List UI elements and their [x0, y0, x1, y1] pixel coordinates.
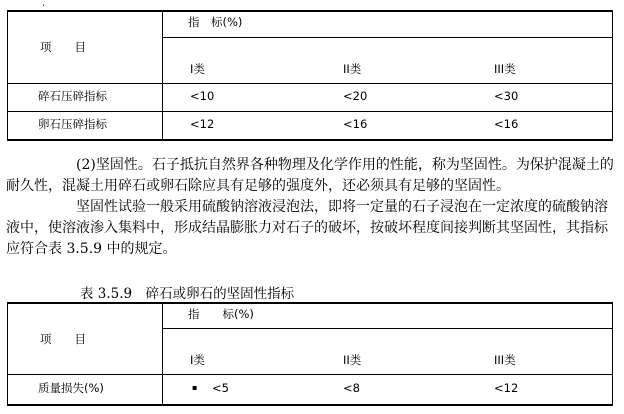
table2-class-iii-header: III类 [494, 353, 516, 367]
table2-cell: <5 [212, 381, 229, 395]
table1-indicator-header: 指 标(%) [188, 15, 243, 29]
table2-cell: <8 [343, 381, 360, 395]
table1-cell: <16 [343, 117, 368, 131]
paragraph-test-method: 坚固性试验一般采用硫酸钠溶液浸泡法，即将一定量的石子浸泡在一定浓度的硫酸钠溶液中，使溶液渗入集料中，形成结晶膨胀力对石子的破坏，按破坏程度间接判断其坚固性，其指标应符合表 3.5.9 中的规定。 [6, 199, 608, 257]
table1-class-i-header: I类 [190, 62, 205, 76]
table1-cell: <20 [343, 89, 368, 103]
table2-cell: <12 [494, 381, 519, 395]
stray-dot: . [42, 0, 46, 9]
table2-caption: 表 3.5.9 碎石或卵石的坚固性指标 [80, 286, 295, 302]
table1-item-header: 项 目 [40, 40, 86, 54]
table2-item-header: 项 目 [40, 332, 86, 346]
body-text [6, 155, 618, 260]
table1-class-iii-header: III类 [494, 62, 516, 76]
table1-row-label: 卵石压碎指标 [38, 117, 107, 131]
table2-indicator-header: 指 标(%) [188, 307, 254, 321]
paragraph-soundness: (2)坚固性。石子抵抗自然界各种物理及化学作用的性能，称为坚固性。为保护混凝土的耐久性，混凝土用碎石或卵石除应具有足够的强度外，还必须具有足够的坚固性。 [6, 157, 614, 194]
table2-bullet: ▪ [192, 383, 198, 392]
table2-class-i-header: I类 [190, 353, 205, 367]
table2-class-ii-header: II类 [343, 353, 362, 367]
table1-cell: <12 [190, 117, 215, 131]
table2-row-label: 质量损失(%) [38, 381, 104, 395]
table1-cell: <30 [494, 89, 519, 103]
table1-cell: <16 [494, 117, 519, 131]
table1-cell: <10 [190, 89, 215, 103]
table1-row-label: 碎石压碎指标 [38, 89, 107, 103]
table1-class-ii-header: II类 [343, 62, 362, 76]
